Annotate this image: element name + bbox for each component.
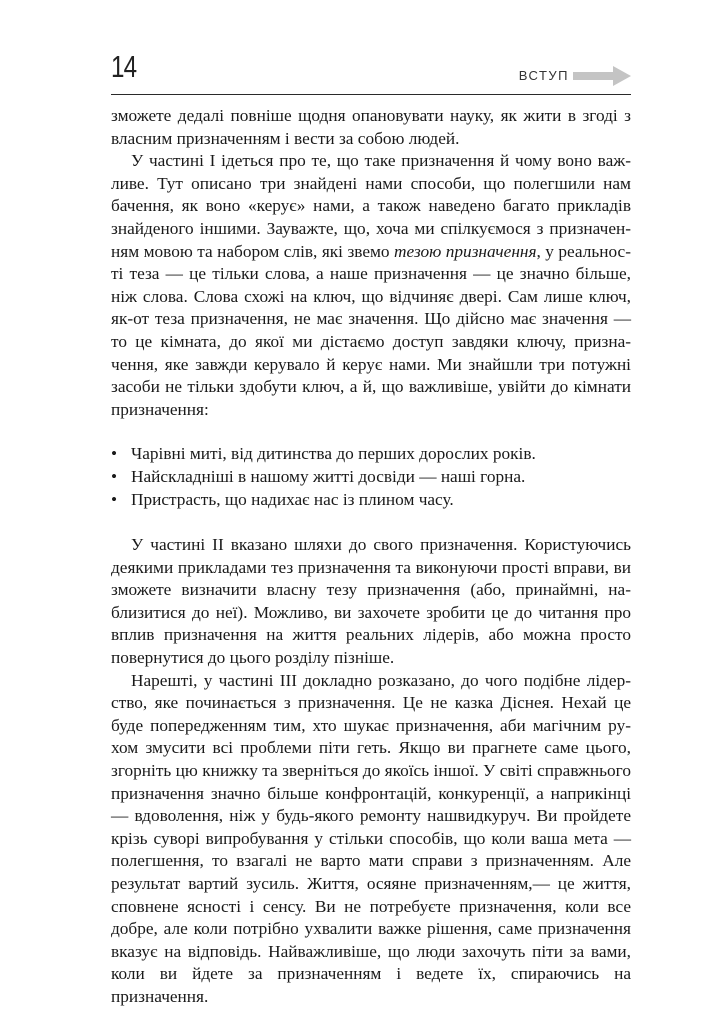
- paragraph-continuation: зможете дедалі повніше щодня опановувати науку, як жити в згоді з власним призначенням і вести за собою людей.: [111, 106, 631, 148]
- emphasis-purpose-thesis: тезою призначення: [394, 241, 537, 261]
- section-label: ВСТУП: [518, 68, 569, 83]
- paragraph-part-one-text-a: У частині І ідеться про те, що таке призначення й чому воно важливе. Тут описано три знайдені нами способи, що полегшили нам бачення, як воно «керує» нами, а також наведено багато прикладів знайденого іншими. Зауважте, що, хоча ми спілкуємося з призначенням мовою та набором слів, які звемо: [111, 151, 631, 261]
- list-item: [111, 489, 631, 512]
- list-item-text: Пристрасть, що надихає нас із плином часу.: [131, 489, 454, 509]
- paragraph-part-one: [111, 150, 631, 421]
- page-number: 14: [111, 49, 137, 84]
- body-text: [111, 105, 631, 1009]
- bullet-glyph: •: [111, 466, 118, 486]
- header-rule: [111, 94, 631, 95]
- bullet-glyph: •: [111, 489, 118, 509]
- bullet-list: [111, 443, 631, 511]
- paragraph-part-two: У частині ІІ вказано шляхи до свого призначення. Користуючись деякими прикладами тез призначення та виконуючи прості вправи, ви зможете визначити власну тезу призначення (або, принаймні, наблизитися до неї). Можливо, ви захочете зробити це до читання про вплив призначення на життя реальних лідерів, або можна просто повернутися до цього розділу пізніше.: [111, 535, 631, 668]
- arrow-right-icon: [573, 66, 631, 86]
- paragraph-part-one-text-b: , у реальності теза — це тільки слова, а наше призначення — це значно більше, ніж слова. Слова схожі на ключ, що відчиняє двері. Сам лише ключ, як-от теза призначення, не має значення. Що дійсно має значення — то це кімната, до якої ми дістаємо доступ завдяки ключу, призначення, яке завжди керувало й керує нами. Ми знайшли три потужні засоби не тільки здобути ключ, а й, що важливіше, увійти до кімнати призначення:: [111, 241, 631, 419]
- list-item: [111, 466, 631, 489]
- bullet-glyph: •: [111, 444, 118, 464]
- list-item-text: Чарівні миті, від дитинства до перших дорослих років.: [131, 444, 536, 464]
- list-item-text: Найскладніші в нашому житті досвіди — наші горна.: [131, 466, 526, 486]
- list-item: [111, 443, 631, 466]
- paragraph-part-three: Нарешті, у частині ІІІ докладно розказано, до чого подібне лідерство, яке починається з призначення. Це не казка Діснея. Нехай це буде попередженням тим, хто шукає призначення, аби магічним рухом змусити всі проблеми піти геть. Якщо ви прагнете саме цього, згорніть цю книжку та зверніться до якоїсь іншої. У світі справжнього призначення значно більше конфронтацій, конкуренції, а наприкінці — вдоволення, ніж у будь-якого ремонту нашвидкуруч. Ви пройдете крізь суворі випробування у стільки способів, що коли ваша мета — полегшення, то взагалі не варто мати справи з призначенням. Але результат вартий зусиль. Життя, осяяне призначенням,— це життя, сповнене ясності і сенсу. Ви не потребуєте призначення, коли все добре, але коли потрібно ухвалити важке рішення, саме призначення вказує на відповідь. Найважливіше, що люди захочуть піти за вами, коли ви йдете за призначенням і ведете їх, спираючись на призначення.: [111, 670, 631, 1006]
